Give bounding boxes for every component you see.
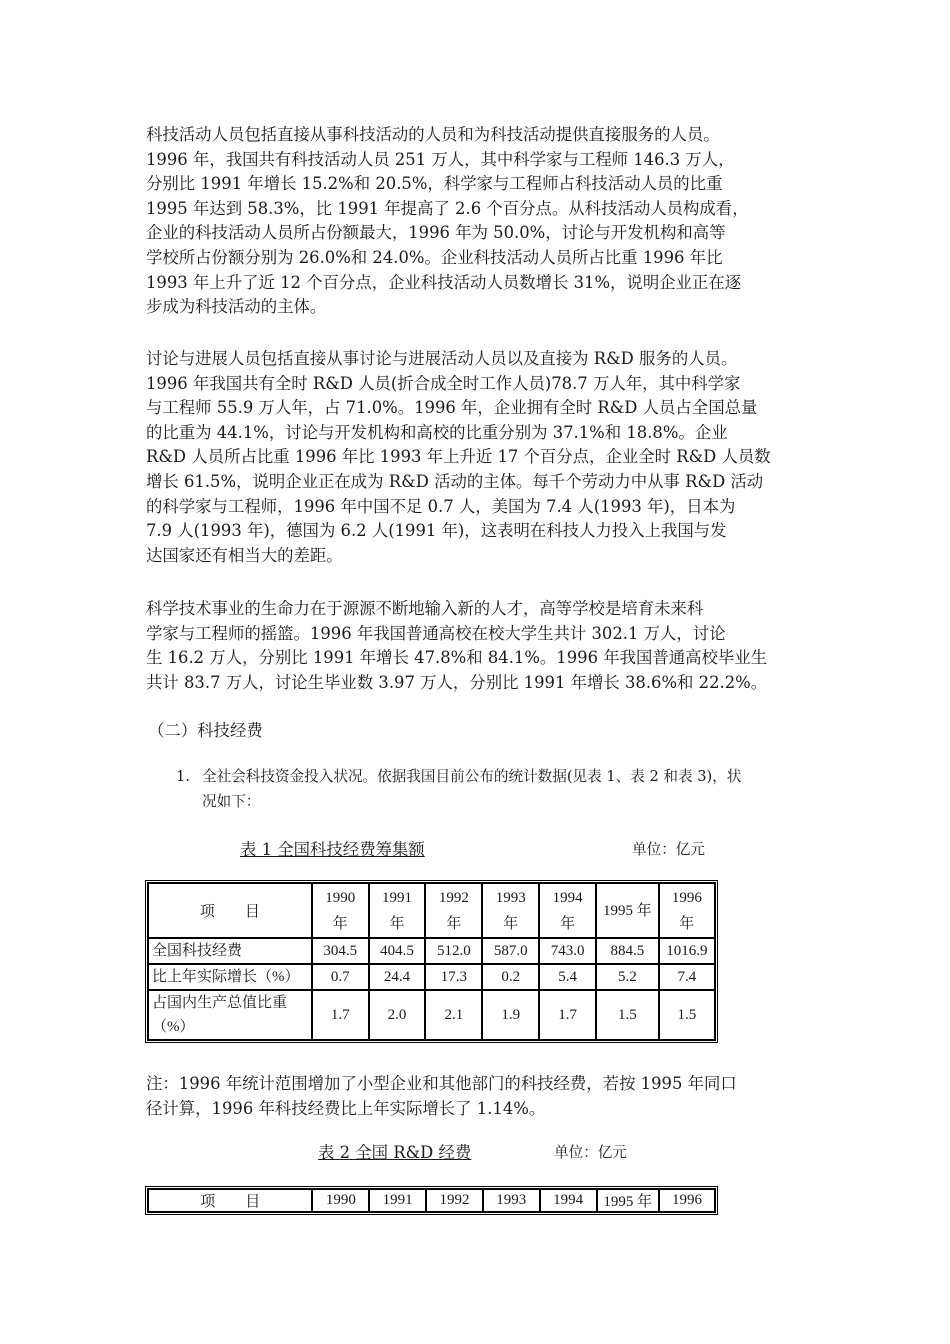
text-line: 增长 61.5%，说明企业正在成为 R&D 活动的主体。每千个劳动力中从事 R&D 活动 bbox=[146, 471, 764, 491]
header-cell-year: 1990 bbox=[312, 1189, 369, 1212]
paragraph-rd-personnel bbox=[146, 347, 810, 568]
table-cell: 1.7 bbox=[539, 990, 596, 1040]
header-cell-year: 1992 年 bbox=[425, 883, 482, 938]
table-cell: 5.4 bbox=[539, 964, 596, 990]
table-cell: 24.4 bbox=[369, 964, 426, 990]
table-cell: 5.2 bbox=[596, 964, 659, 990]
text-line: 学家与工程师的摇篮。1996 年我国普通高校在校大学生共计 302.1 万人，讨论 bbox=[146, 623, 726, 643]
text-line: 讨论与进展人员包括直接从事讨论与进展活动人员以及直接为 R&D 服务的人员。 bbox=[146, 349, 738, 368]
row-label: 全国科技经费 bbox=[148, 938, 312, 964]
row-label: 比上年实际增长（%） bbox=[148, 964, 312, 990]
text-line: 的比重为 44.1%，讨论与开发机构和高校的比重分别为 37.1%和 18.8%。企业 bbox=[146, 422, 728, 442]
text-line: 7.9 人(1993 年)，德国为 6.2 人(1991 年)，这表明在科技人力投入上我国与发 bbox=[146, 521, 727, 541]
text-line: 注：1996 年统计范围增加了小型企业和其他部门的科技经费，若按 1995 年同口 bbox=[146, 1074, 737, 1093]
row-label: 占国内生产总值比重（%） bbox=[148, 990, 312, 1040]
paragraph-higher-education bbox=[146, 597, 810, 695]
text-line: 分别比 1991 年增长 15.2%和 20.5%，科学家与工程师占科技活动人员的比重 bbox=[146, 174, 723, 194]
table1-note bbox=[146, 1072, 810, 1121]
table2-caption bbox=[318, 1139, 471, 1163]
table-cell: 7.4 bbox=[659, 964, 715, 990]
table-cell: 1.5 bbox=[659, 990, 715, 1040]
table2-unit: 单位：亿元 bbox=[554, 1144, 627, 1161]
table-cell: 587.0 bbox=[482, 938, 539, 964]
table-header-row bbox=[148, 883, 715, 938]
header-cell-year: 1993 年 bbox=[482, 883, 539, 938]
header-cell-year: 1994 年 bbox=[539, 883, 596, 938]
table1-unit: 单位：亿元 bbox=[632, 841, 705, 858]
text-line: 共计 83.7 万人，讨论生毕业数 3.97 万人，分别比 1991 年增长 38.6%和 22.2%。 bbox=[146, 672, 768, 692]
header-cell-year: 1991 bbox=[369, 1189, 426, 1212]
table-cell: 0.2 bbox=[482, 964, 539, 990]
table2 bbox=[145, 1186, 718, 1215]
text-line: 学校所占份额分别为 26.0%和 24.0%。企业科技活动人员所占比重 1996 年比 bbox=[146, 247, 723, 267]
text-line: 的科学家与工程师，1996 年中国不足 0.7 人，美国为 7.4 人(1993 年)，日本为 bbox=[146, 496, 736, 516]
text-line: 1995 年达到 58.3%，比 1991 年提高了 2.6 个百分点。从科技活动人员构成看， bbox=[146, 198, 749, 218]
text-line: 生 16.2 万人，分别比 1991 年增长 47.8%和 84.1%。1996 年我国普通高校毕业生 bbox=[146, 648, 768, 668]
text-line: 1996 年，我国共有科技活动人员 251 万人，其中科学家与工程师 146.3 万人， bbox=[146, 149, 735, 169]
paragraph-personnel bbox=[146, 123, 810, 320]
table-cell: 1016.9 bbox=[659, 938, 715, 964]
table1-caption bbox=[240, 836, 425, 860]
header-cell-year: 1995 年 bbox=[596, 883, 659, 938]
table-row bbox=[148, 938, 715, 964]
text-line: 1993 年上升了近 12 个百分点，企业科技活动人员数增长 31%，说明企业正在逐 bbox=[146, 272, 742, 292]
table-cell: 17.3 bbox=[425, 964, 482, 990]
text-line: 1996 年我国共有全时 R&D 人员(折合成全时工作人员)78.7 万人年，其中科学家 bbox=[146, 373, 741, 393]
table-cell: 1.5 bbox=[596, 990, 659, 1040]
text-line: 步成为科技活动的主体。 bbox=[146, 297, 327, 317]
header-cell-year: 1992 bbox=[426, 1189, 483, 1212]
header-cell-item: 项 目 bbox=[148, 1189, 312, 1212]
table1 bbox=[145, 880, 718, 1043]
table-cell: 2.1 bbox=[425, 990, 482, 1040]
table-cell: 1.9 bbox=[482, 990, 539, 1040]
table-row bbox=[148, 964, 715, 990]
table-cell: 304.5 bbox=[312, 938, 369, 964]
table-cell: 0.7 bbox=[312, 964, 369, 990]
table-cell: 404.5 bbox=[369, 938, 426, 964]
list-item-text-continued: 况如下： bbox=[202, 793, 261, 810]
text-line: 科学技术事业的生命力在于源源不断地输入新的人才，高等学校是培育未来科 bbox=[146, 599, 704, 618]
header-cell-item: 项 目 bbox=[148, 883, 312, 938]
header-cell-year: 1993 bbox=[483, 1189, 540, 1212]
table-cell: 1.7 bbox=[312, 990, 369, 1040]
header-cell-year: 1990 年 bbox=[312, 883, 369, 938]
section-heading: （二）科技经费 bbox=[148, 721, 263, 740]
text-line: 企业的科技活动人员所占份额最大，1996 年为 50.0%，讨论与开发机构和高等 bbox=[146, 223, 726, 243]
text-line: R&D 人员所占比重 1996 年比 1993 年上升近 17 个百分点，企业全时 R&D 人员数 bbox=[146, 447, 771, 467]
header-cell-year: 1994 bbox=[540, 1189, 597, 1212]
header-cell-year: 1995 年 bbox=[597, 1189, 660, 1212]
table2-title: 表 2 全国 R&D 经费 bbox=[318, 1143, 472, 1162]
text-line: 科技活动人员包括直接从事科技活动的人员和为科技活动提供直接服务的人员。 bbox=[146, 125, 720, 144]
table-cell: 743.0 bbox=[539, 938, 596, 964]
list-item-text: 全社会科技资金投入状况。依据我国目前公布的统计数据(见表 1、表 2 和表 3)，状 bbox=[202, 768, 742, 785]
header-cell-year: 1996 bbox=[659, 1189, 715, 1212]
list-item-number: 1. bbox=[176, 768, 190, 785]
header-cell-year: 1991 年 bbox=[369, 883, 426, 938]
table-cell: 512.0 bbox=[425, 938, 482, 964]
header-cell-year: 1996 年 bbox=[659, 883, 715, 938]
text-line: 达国家还有相当大的差距。 bbox=[146, 545, 343, 565]
table-header-row bbox=[148, 1189, 715, 1212]
table-row bbox=[148, 990, 715, 1040]
table-cell: 2.0 bbox=[369, 990, 426, 1040]
text-line: 与工程师 55.9 万人年，占 71.0%。1996 年，企业拥有全时 R&D 人员占全国总量 bbox=[146, 398, 758, 418]
text-line: 径计算，1996 年科技经费比上年实际增长了 1.14%。 bbox=[146, 1098, 546, 1118]
table-cell: 884.5 bbox=[596, 938, 659, 964]
table1-title: 表 1 全国科技经费筹集额 bbox=[240, 840, 425, 859]
